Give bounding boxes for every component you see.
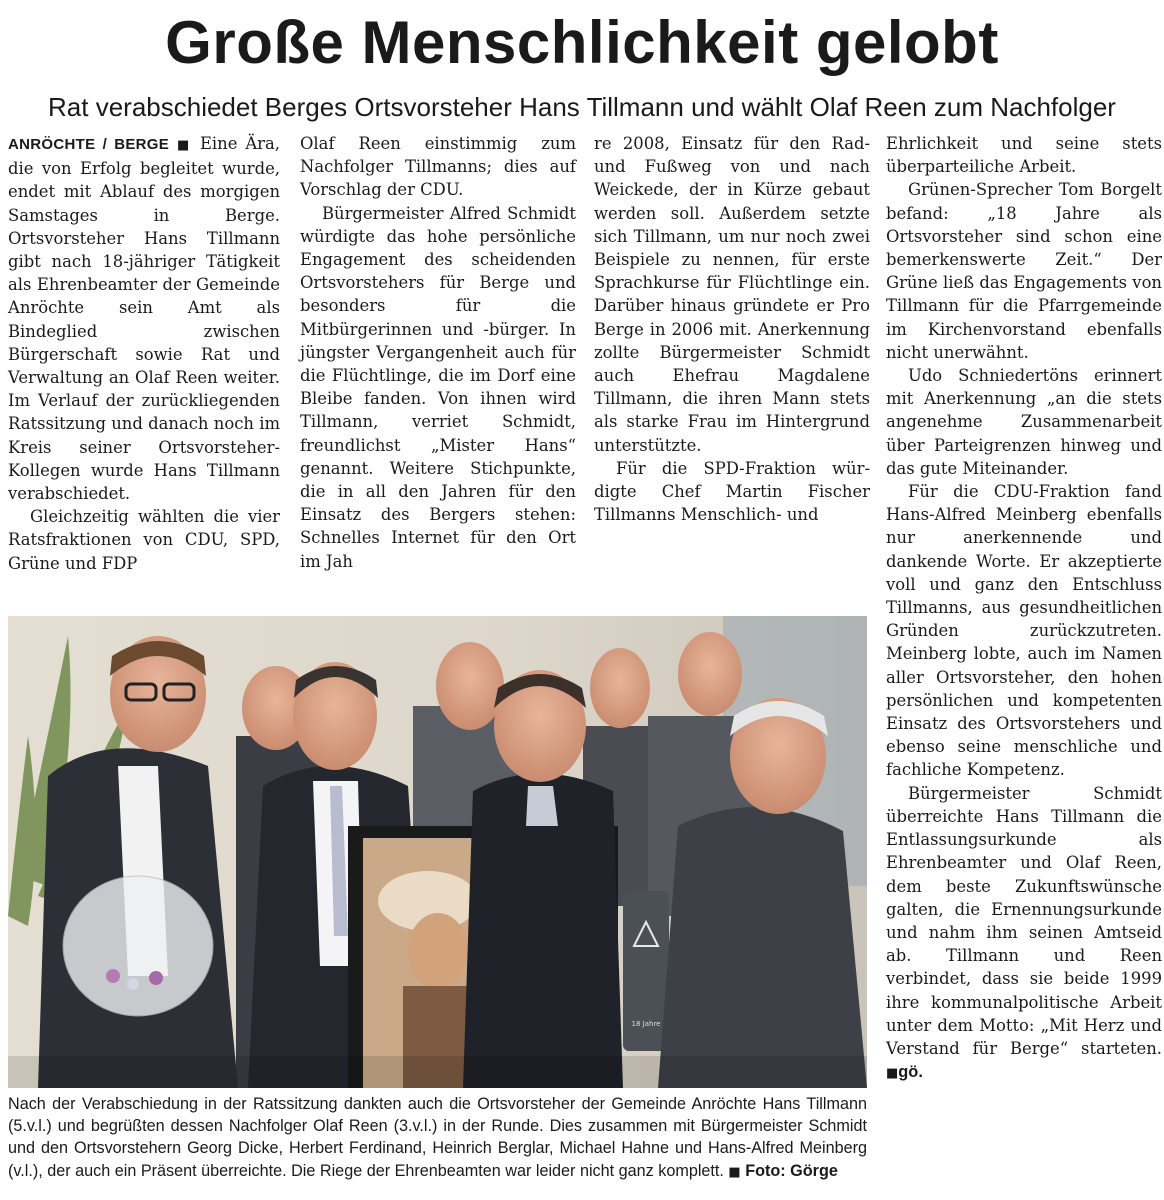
article-paragraph: Udo Schniedertöns erinnert mit Anerkennung „an die stets angenehme Zusammenarbeit über Parteigrenzen hinweg und das gute Miteinander. [886, 366, 1162, 478]
article-paragraph: Bürgermeister Alfred Schmidt würdigte das hohe persönliche Engagement des scheidenden Ortsvorstehers für Berge und besonders für die Mitbürgerinnen und -bürger. In jüngster Vergangenheit auch für die Flüchtlinge, die im Dorf eine Bleibe fanden. Von ihnen wird Tillmann, verriet Schmidt, freundlichst „Mister Hans“ genannt. Weitere Stichpunkte, die in all den Jahren für den Einsatz des Bergers stehen: Schnelles Internet für den Ort im Jah [300, 203, 576, 571]
photo-credit: Foto: Görge [745, 1161, 838, 1180]
article-paragraph: re 2008, Einsatz für den Rad- und Fußweg von und nach Weickede, der in Kürze gebaut werden soll. Außerdem setzte sich Tillmann, um nur noch zwei Beispiele zu nennen, für erste Sprachkurse für Flüchtlinge ein. Darüber hinaus gründete er Pro Berge in 2006 mit. Anerkennung zollte Bürgermeister Schmidt auch Ehefrau Magdalene Tillmann, die ihren Mann stets als starke Frau im Hintergrund unterstützte. [594, 134, 870, 455]
dateline: ANRÖCHTE / BERGE [8, 136, 170, 153]
article-paragraph: Gleichzeitig wählten die vier Ratsfraktionen von CDU, SPD, Grüne und FDP [8, 507, 280, 573]
article-column-1 [8, 132, 280, 575]
article-paragraph: Grünen-Sprecher Tom Borgelt befand: „18 Jahre als Ortsvorsteher sind schon eine bemerkenswerte Zeit.“ Der Grüne ließ das Engagements von Tillmann für die Pfarrgemeinde im Kirchenvorstand ebenfalls nicht unerwähnt. [886, 180, 1162, 362]
subheadline: Rat verabschiedet Berges Ortsvorsteher Hans Tillmann und wählt Olaf Reen zum Nachfolger [48, 92, 1116, 122]
caption-text: Nach der Verabschiedung in der Ratssitzung dankten auch die Ortsvorsteher der Gemeinde Anröchte Hans Tillmann (5.v.l.) und begrüßten dessen Nachfolger Olaf Reen (3.v.l.) in der Runde. Dies zusammen mit Bürgermeister Schmidt und den Ortsvorstehern Georg Dicke, Herbert Ferdinand, Heinrich Berglar, Michael Hahne und Hans-Alfred Meinberg (v.l.), der auch ein Präsent überreichte. Die Riege der Ehrenbeamten war leider nicht ganz komplett. [8, 1095, 867, 1180]
article-column-4 [886, 132, 1162, 1085]
article-paragraph: Olaf Reen einstimmig zum Nachfolger Tillmanns; dies auf Vorschlag der CDU. [300, 134, 576, 200]
article-paragraph: Für die CDU-Fraktion fand Hans-Alfred Meinberg ebenfalls nur anerkennende und dankende Worte. Er akzeptierte voll und ganz den Entschluss Tillmanns, aus gesundheitlichen Gründen zurückzutreten. Meinberg lobte, auch im Namen aller Ortsvorsteher, den hohen persönlichen und kompetenten Einsatz des Ortsvorstehers und ebenso seine menschliche und fachliche Kompetenz. [886, 482, 1162, 780]
article-paragraph: Für die SPD-Fraktion würdigte Chef Martin Fischer Tillmanns Menschlich- und [594, 458, 870, 525]
group-photo [8, 616, 867, 1088]
article-paragraph: Bürgermeister Schmidt überreichte Hans Tillmann die Entlassungsurkunde als Ehrenbeamter und Olaf Reen, dem beste Zukunftswünsche galten, die Ernennungsurkunde und nahm ihm seinen Amtseid ab. Tillmann und Reen verbindet, dass sie beide 1999 ihre kommunalpolitische Arbeit unter dem Motto: „Mit Herz und Verstand für Berge“ starteten. ■gö. [886, 783, 1162, 1082]
article-column-2 [300, 132, 576, 573]
square-bullet-icon: ■ [177, 138, 193, 153]
author-signoff: gö. [898, 1063, 923, 1082]
article-paragraph: Ehrlichkeit und seine stets überparteiliche Arbeit. [886, 134, 1162, 177]
group-photo-illustration [8, 616, 867, 1088]
article-paragraph: ANRÖCHTE / BERGE ■ Eine Ära, die von Erfolg begleitet wurde, endet mit Ablauf des morgigen Samstages in Berge. Ortsvorsteher Hans Tillmann gibt nach 18-jähriger Tätigkeit als Ehrenbeamter der Gemeinde Anröchte sein Amt als Bindeglied zwischen Bürgerschaft sowie Rat und Verwaltung an Olaf Reen weiter. Im Verlauf der zurückliegenden Ratssitzung und danach noch im Kreis seiner Ortsvorsteher-Kollegen wurde Hans Tillmann verabschiedet. [8, 134, 280, 504]
headline: Große Menschlichkeit gelobt [165, 9, 999, 76]
square-bullet-icon: ■ [728, 1164, 741, 1180]
gift-basket [63, 876, 213, 1016]
bottle-plaque [623, 891, 669, 1051]
plaque-label: 18 Jahre [631, 1020, 661, 1028]
article-column-3 [594, 132, 870, 526]
photo-caption [8, 1093, 867, 1184]
square-bullet-icon: ■ [886, 1066, 899, 1082]
